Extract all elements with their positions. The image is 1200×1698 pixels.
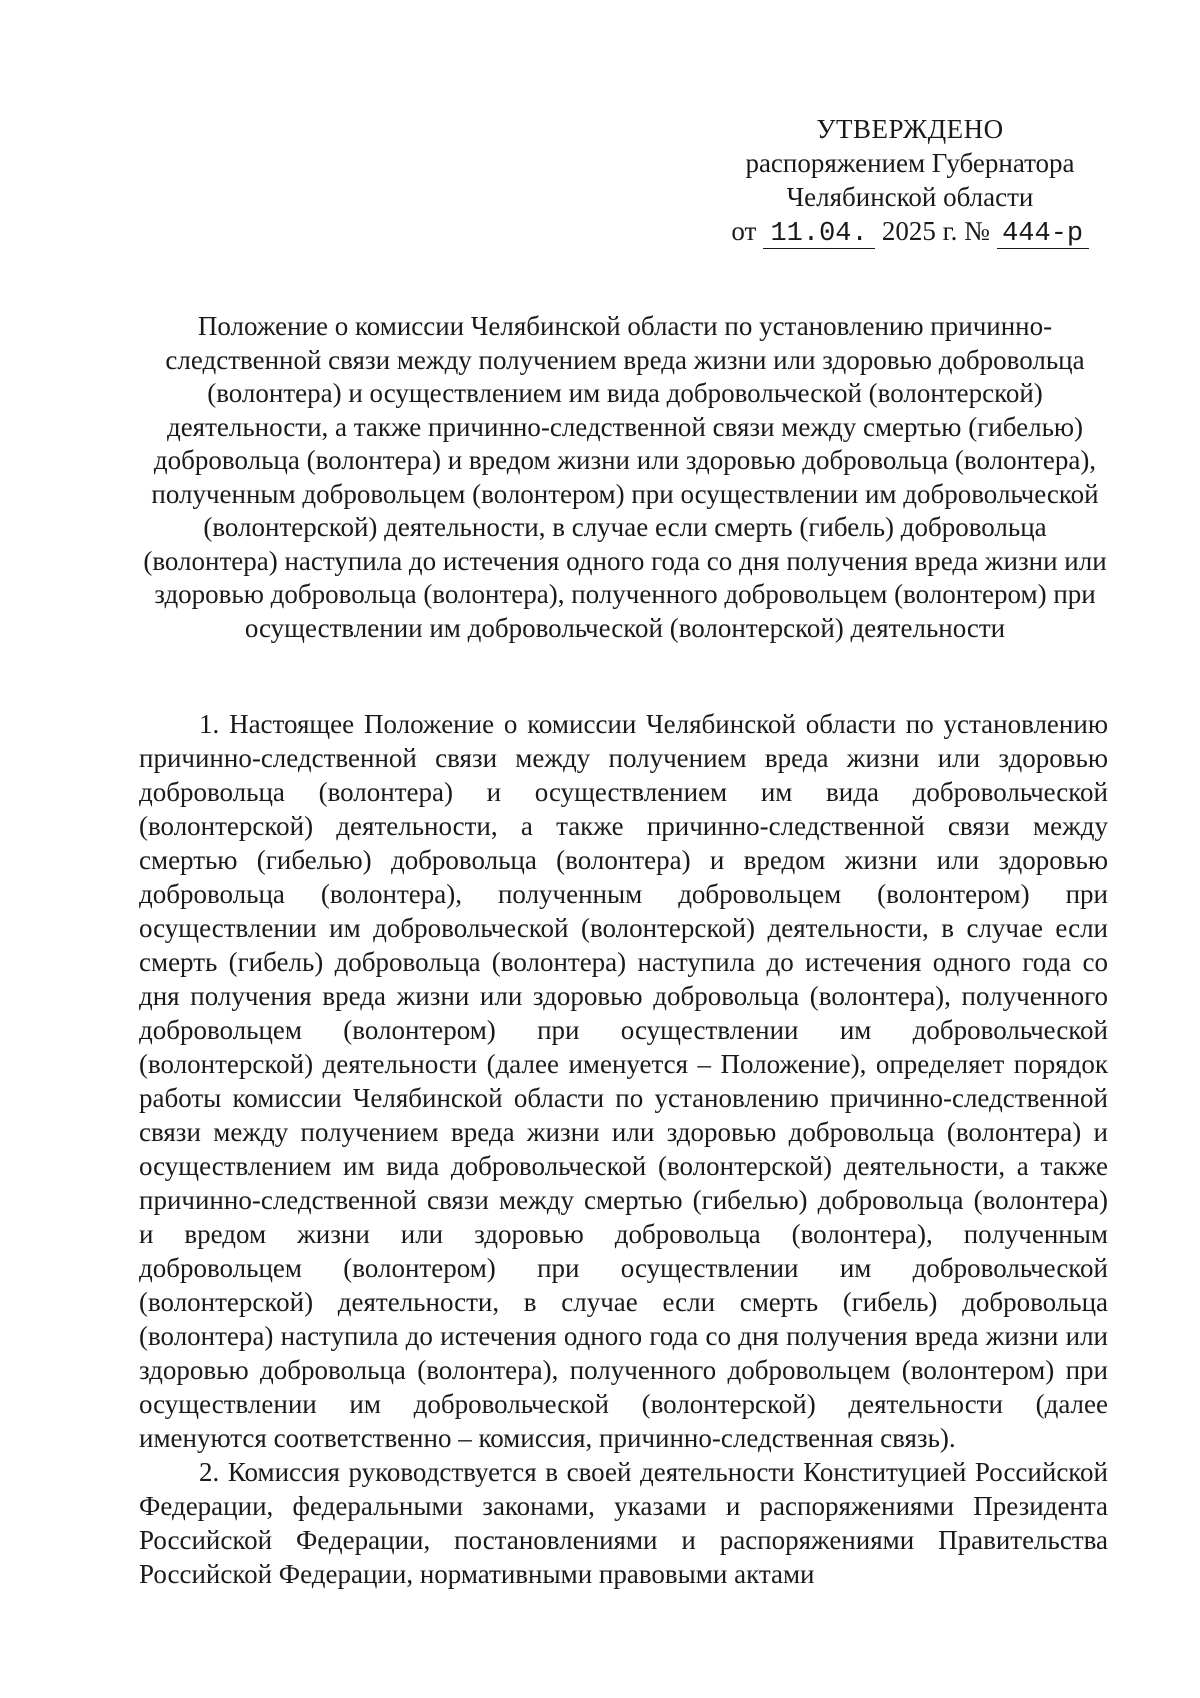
decree-number-field: 444-р: [997, 220, 1089, 249]
document-body: [139, 707, 1108, 1591]
year-number-label: 2025 г. №: [881, 216, 990, 246]
date-prefix: от: [731, 216, 757, 246]
approval-date-line: [720, 214, 1100, 249]
paragraph-1: 1. Настоящее Положение о комиссии Челябинской области по установлению причинно-следственной связи между получением вреда жизни или здоровью добровольца (волонтера) и осуществлением им вида добровольческой (волонтерской) деятельности, а также причинно-следственной связи между смертью (гибелью) добровольца (волонтера) и вредом жизни или здоровью добровольца (волонтера), полученным добровольцем (волонтером) при осуществлении им добровольческой (волонтерской) деятельности, в случае если смерть (гибель) добровольца (волонтера) наступила до истечения одного года со дня получения вреда жизни или здоровью добровольца (волонтера), полученного добровольцем (волонтером) при осуществлении им добровольческой (волонтерской) деятельности (далее именуется – Положение), определяет порядок работы комиссии Челябинской области по установлению причинно-следственной связи между получением вреда жизни или здоровью добровольца (волонтера) и осуществлением им вида добровольческой (волонтерской) деятельности, а также причинно-следственной связи между смертью (гибелью) добровольца (волонтера) и вредом жизни или здоровью добровольца (волонтера), полученным добровольцем (волонтером) при осуществлении им добровольческой (волонтерской) деятельности, в случае если смерть (гибель) добровольца (волонтера) наступила до истечения одного года со дня получения вреда жизни или здоровью добровольца (волонтера), полученного добровольцем (волонтером) при осуществлении им добровольческой (волонтерской) деятельности (далее именуются соответственно – комиссия, причинно-следственная связь).: [139, 709, 1108, 1453]
paragraph-2: 2. Комиссия руководствуется в своей деятельности Конституцией Российской Федерации, федеральными законами, указами и распоряжениями Президента Российской Федерации, постановлениями и распоряжениями Правительства Российской Федерации, нормативными правовыми актами: [139, 1457, 1108, 1589]
document-title: Положение о комиссии Челябинской области по установлению причинно-следственной связи между получением вреда жизни или здоровью добровольца (волонтера) и осуществлением им вида добровольческой (волонтерской) деятельности, а также причинно-следственной связи между смертью (гибелью) добровольца (волонтера) и вредом жизни или здоровью добровольца (волонтера), полученным добровольцем (волонтером) при осуществлении им добровольческой (волонтерской) деятельности, в случае если смерть (гибель) добровольца (волонтера) наступила до истечения одного года со дня получения вреда жизни или здоровью добровольца (волонтера), полученного добровольцем (волонтером) при осуществлении им добровольческой (волонтерской) деятельности: [143, 311, 1107, 643]
approval-line-region: Челябинской области: [786, 182, 1034, 212]
approval-line-decree: распоряжением Губернатора: [745, 148, 1075, 178]
approval-heading: УТВЕРЖДЕНО: [816, 114, 1004, 144]
decree-date-field: 11.04.: [763, 220, 875, 249]
approval-block: [720, 112, 1100, 249]
